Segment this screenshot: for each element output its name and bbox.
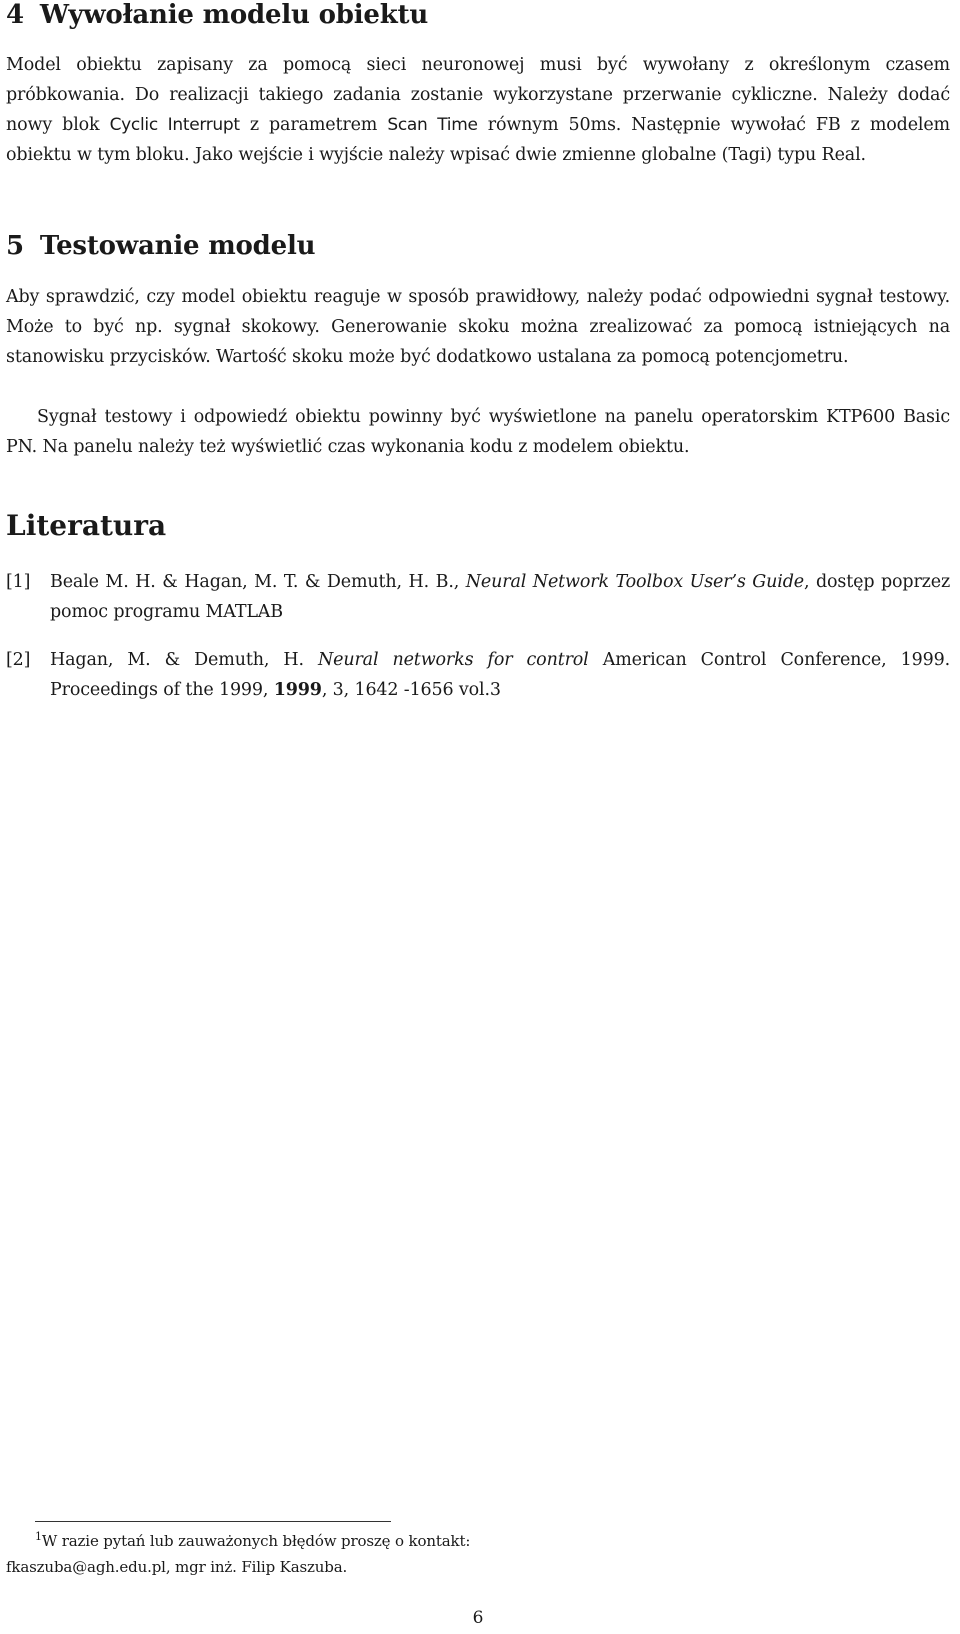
document-page (6, 0, 960, 1634)
section-4-number: 4 (6, 0, 24, 30)
reference-1-authors: Beale M. H. & Hagan, M. T. & Demuth, H. B., (50, 572, 466, 592)
reference-2 (6, 645, 950, 705)
reference-1-title: Neural Network Toolbox User’s Guide (465, 572, 804, 592)
section-5-paragraph-2: Sygnał testowy i odpowiedź obiektu powinny być wyświetlone na panelu operatorskim KTP600 Basic PN. Na panelu należy też wyświetlić czas wykonania kodu z modelem obiektu. (6, 407, 950, 457)
literature-heading: Literatura (6, 509, 167, 542)
cyclic-interrupt-term: Cyclic Interrupt (109, 115, 240, 135)
section-4-text-a: Model obiektu zapisany za pomocą sieci neuronowej musi być wywołany z określonym czasem próbkowania. Do realizacji takiego zadania zostanie wykorzystane przerwanie cykliczne. Należy dodać nowy blok (6, 55, 950, 135)
reference-1-tag: [1] (6, 572, 31, 592)
section-4-text-c: równym 50ms. Następnie wywołać FB z modelem obiektu w tym bloku. Jako wejście i wyjście należy wpisać dwie zmienne globalne (Tagi) typu Real. (6, 115, 951, 165)
section-4-title: Wywołanie modelu obiektu (39, 0, 429, 30)
scan-time-term: Scan Time (387, 115, 478, 135)
section-4-paragraph (6, 50, 950, 170)
reference-2-rest-a: American Control Conference, 1999. Proceedings of the 1999, (50, 650, 950, 700)
section-5-heading (6, 231, 315, 261)
reference-2-tag: [2] (6, 650, 31, 670)
reference-2-authors: Hagan, M. & Demuth, H. (50, 650, 318, 670)
page-number: 6 (472, 1608, 484, 1628)
footnote-divider (35, 1521, 391, 1522)
footnote-mark: 1 (35, 1530, 42, 1543)
footnote (6, 1528, 950, 1580)
reference-1 (6, 567, 950, 627)
section-4-text-b: z parametrem (239, 115, 388, 135)
footnote-line-2: fkaszuba@agh.edu.pl, mgr inż. Filip Kaszuba. (6, 1558, 348, 1576)
reference-2-year: 1999 (273, 680, 322, 700)
reference-1-rest: , dostęp poprzez pomoc programu MATLAB (50, 572, 951, 622)
reference-2-title: Neural networks for control (317, 650, 589, 670)
section-5-title: Testowanie modelu (39, 231, 316, 261)
section-5-paragraph-1: Aby sprawdzić, czy model obiektu reaguje w sposób prawidłowy, należy podać odpowiedni sygnał testowy. Może to być np. sygnał skokowy. Generowanie skoku można zrealizować za pomocą istniejących na stanowisku przycisków. Wartość skoku może być dodatkowo ustalana za pomocą potencjometru. (6, 287, 950, 367)
footnote-line-1: W razie pytań lub zauważonych błędów proszę o kontakt: (41, 1532, 471, 1550)
section-4-heading (6, 0, 428, 30)
section-5-number: 5 (6, 231, 24, 261)
reference-2-rest-b: , 3, 1642 -1656 vol.3 (321, 680, 501, 700)
